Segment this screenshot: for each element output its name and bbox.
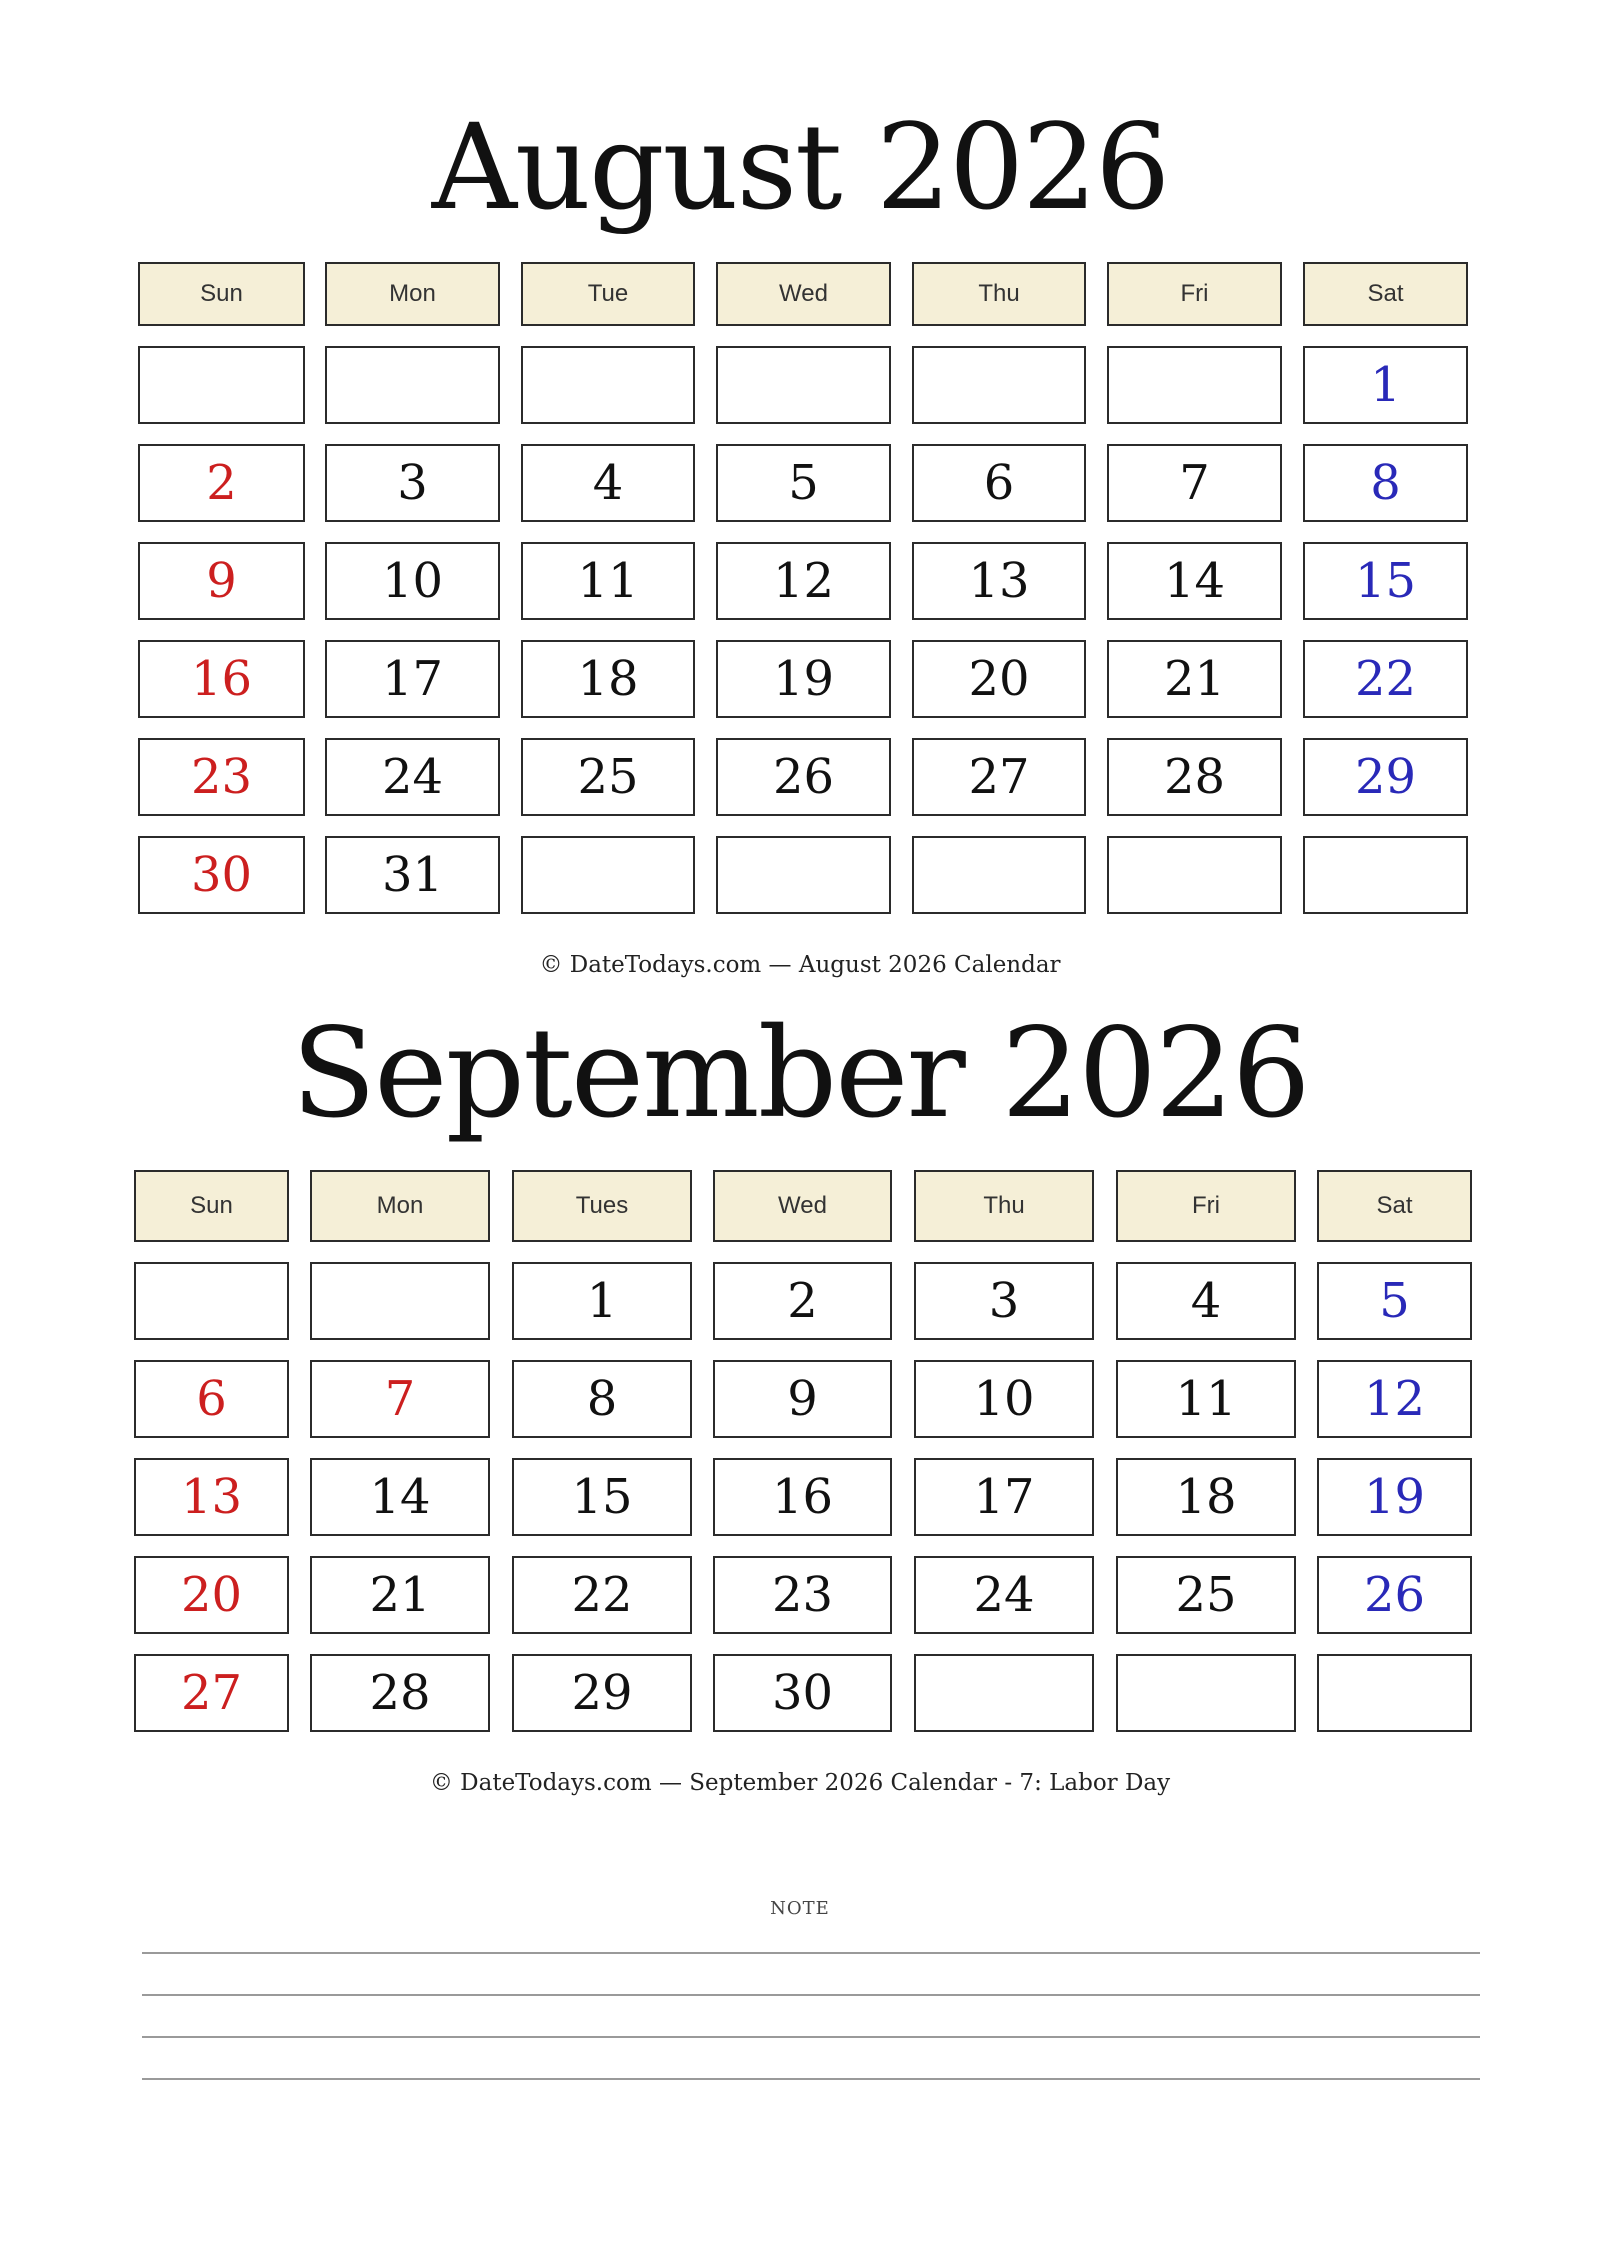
- empty-day-cell: [521, 346, 695, 424]
- day-cell: 28: [310, 1654, 490, 1732]
- day-cell: 7: [310, 1360, 490, 1438]
- day-cell: 5: [1317, 1262, 1472, 1340]
- august-footer: © DateTodays.com — August 2026 Calendar: [539, 952, 1061, 978]
- day-cell: 11: [1116, 1360, 1296, 1438]
- month-title: August 2026: [431, 98, 1169, 236]
- day-cell: 20: [912, 640, 1086, 718]
- day-cell: 10: [325, 542, 500, 620]
- weekday-header-thu: Thu: [912, 262, 1086, 326]
- day-cell: 20: [134, 1556, 289, 1634]
- day-cell: 21: [310, 1556, 490, 1634]
- weekday-header-mon: Mon: [325, 262, 500, 326]
- day-cell: 17: [325, 640, 500, 718]
- day-cell: 16: [138, 640, 305, 718]
- day-cell: 19: [1317, 1458, 1472, 1536]
- weekday-header-fri: Fri: [1116, 1170, 1296, 1242]
- day-cell: 8: [512, 1360, 692, 1438]
- day-cell: 10: [914, 1360, 1094, 1438]
- day-cell: 26: [1317, 1556, 1472, 1634]
- day-cell: 14: [310, 1458, 490, 1536]
- september-footer: © DateTodays.com — September 2026 Calendar - 7: Labor Day: [429, 1770, 1171, 1796]
- day-cell: 1: [512, 1262, 692, 1340]
- day-cell: 18: [521, 640, 695, 718]
- day-cell: 17: [914, 1458, 1094, 1536]
- empty-day-cell: [912, 346, 1086, 424]
- weekday-header-tue: Tue: [521, 262, 695, 326]
- note-label: NOTE: [770, 1898, 830, 1919]
- day-cell: 12: [1317, 1360, 1472, 1438]
- day-cell: 2: [138, 444, 305, 522]
- day-cell: 8: [1303, 444, 1468, 522]
- weekday-header-tues: Tues: [512, 1170, 692, 1242]
- empty-day-cell: [1116, 1654, 1296, 1732]
- day-cell: 11: [521, 542, 695, 620]
- weekday-header-fri: Fri: [1107, 262, 1282, 326]
- day-cell: 14: [1107, 542, 1282, 620]
- empty-day-cell: [716, 836, 891, 914]
- weekday-header-sat: Sat: [1317, 1170, 1472, 1242]
- day-cell: 28: [1107, 738, 1282, 816]
- day-cell: 1: [1303, 346, 1468, 424]
- empty-day-cell: [1317, 1654, 1472, 1732]
- day-cell: 27: [912, 738, 1086, 816]
- day-cell: 24: [914, 1556, 1094, 1634]
- day-cell: 30: [713, 1654, 892, 1732]
- day-cell: 21: [1107, 640, 1282, 718]
- day-cell: 18: [1116, 1458, 1296, 1536]
- note-line: [142, 2078, 1480, 2080]
- day-cell: 23: [713, 1556, 892, 1634]
- empty-day-cell: [914, 1654, 1094, 1732]
- note-line: [142, 1952, 1480, 1954]
- month-title: September 2026: [291, 1002, 1309, 1146]
- weekday-header-mon: Mon: [310, 1170, 490, 1242]
- empty-day-cell: [521, 836, 695, 914]
- day-cell: 15: [512, 1458, 692, 1536]
- day-cell: 15: [1303, 542, 1468, 620]
- day-cell: 5: [716, 444, 891, 522]
- day-cell: 19: [716, 640, 891, 718]
- empty-day-cell: [716, 346, 891, 424]
- day-cell: 22: [512, 1556, 692, 1634]
- weekday-header-wed: Wed: [716, 262, 891, 326]
- day-cell: 27: [134, 1654, 289, 1732]
- empty-day-cell: [138, 346, 305, 424]
- day-cell: 31: [325, 836, 500, 914]
- weekday-header-sat: Sat: [1303, 262, 1468, 326]
- day-cell: 25: [521, 738, 695, 816]
- empty-day-cell: [1303, 836, 1468, 914]
- empty-day-cell: [310, 1262, 490, 1340]
- day-cell: 23: [138, 738, 305, 816]
- day-cell: 4: [1116, 1262, 1296, 1340]
- day-cell: 16: [713, 1458, 892, 1536]
- empty-day-cell: [134, 1262, 289, 1340]
- day-cell: 9: [138, 542, 305, 620]
- empty-day-cell: [325, 346, 500, 424]
- day-cell: 9: [713, 1360, 892, 1438]
- empty-day-cell: [1107, 346, 1282, 424]
- day-cell: 2: [713, 1262, 892, 1340]
- day-cell: 22: [1303, 640, 1468, 718]
- day-cell: 6: [912, 444, 1086, 522]
- day-cell: 29: [512, 1654, 692, 1732]
- day-cell: 26: [716, 738, 891, 816]
- day-cell: 30: [138, 836, 305, 914]
- weekday-header-sun: Sun: [134, 1170, 289, 1242]
- day-cell: 6: [134, 1360, 289, 1438]
- note-line: [142, 1994, 1480, 1996]
- day-cell: 7: [1107, 444, 1282, 522]
- note-line: [142, 2036, 1480, 2038]
- weekday-header-wed: Wed: [713, 1170, 892, 1242]
- day-cell: 3: [914, 1262, 1094, 1340]
- day-cell: 3: [325, 444, 500, 522]
- day-cell: 25: [1116, 1556, 1296, 1634]
- weekday-header-sun: Sun: [138, 262, 305, 326]
- day-cell: 13: [134, 1458, 289, 1536]
- day-cell: 12: [716, 542, 891, 620]
- weekday-header-thu: Thu: [914, 1170, 1094, 1242]
- day-cell: 24: [325, 738, 500, 816]
- empty-day-cell: [1107, 836, 1282, 914]
- day-cell: 13: [912, 542, 1086, 620]
- empty-day-cell: [912, 836, 1086, 914]
- day-cell: 29: [1303, 738, 1468, 816]
- day-cell: 4: [521, 444, 695, 522]
